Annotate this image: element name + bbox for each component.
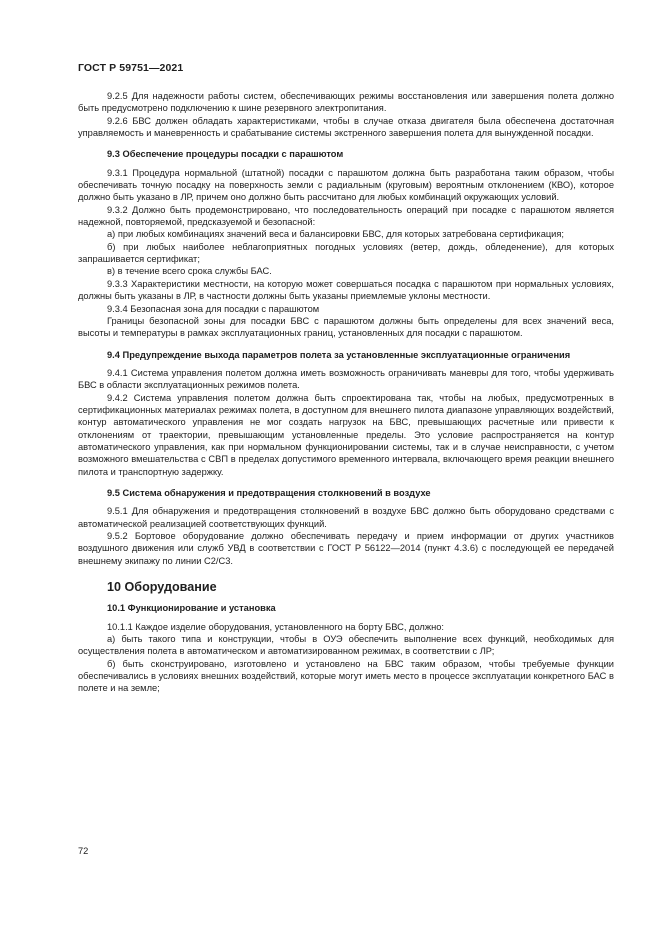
list-item-10-1-1-a: а) быть такого типа и конструкции, чтобы в ОУЭ обеспечить выполнение всех функций, необходимых для осуществления полета в автоматическом и автоматизированном режимах, в соответствии с ЛР; xyxy=(78,634,614,657)
paragraph-10-1-1: 10.1.1 Каждое изделие оборудования, установленного на борту БВС, должно: xyxy=(107,621,444,632)
paragraph-9-4-2: 9.4.2 Система управления полетом должна быть спроектирована так, чтобы на любых, предусмотренных в сертификационных материалах режимах полета, в доступном для внешнего пилота диапазоне управляющих воздействий, контур автоматического управления не мог создать нагрузок на БВС, превышающих расчетные или привести к отклонениям от траектории, превышающим установленные пределы. Это условие распространяется на контур автоматического управления, как при нормальном функционировании системы, так и в случае неисправности, с учетом возможного вмешательства с СВП в пределах допустимого временного интервала, включающего время реакции внешнего пилота и транспортную задержку. xyxy=(78,392,614,477)
list-item-9-3-2-b: б) при любых наиболее неблагоприятных погодных условиях (ветер, дождь, обледенение), для которых запрашивается сертификат; xyxy=(78,241,614,265)
paragraph-9-3-2: 9.3.2 Должно быть продемонстрировано, что последовательность операций при посадке с парашютом является надежной, повторяемой, предсказуемой и безопасной: xyxy=(78,204,614,228)
heading-9-4: 9.4 Предупреждение выхода параметров полета за установленные эксплуатационные ограничения xyxy=(107,349,571,360)
document-body xyxy=(78,90,614,695)
page-number: 72 xyxy=(78,846,89,856)
paragraph-9-3-1: 9.3.1 Процедура нормальной (штатной) посадки с парашютом должна быть разработана таким образом, чтобы обеспечивать точную посадку на поверхность земли с радиальным (круговым) вероятным отклонением (КВО), которое должно быть указано в ЛР, причем оно должно быть рассчитано для любых комбинаций окружающих условий. xyxy=(78,167,614,203)
paragraph-9-3-4: 9.3.4 Безопасная зона для посадки с парашютом xyxy=(107,303,320,314)
heading-9-3: 9.3 Обеспечение процедуры посадки с парашютом xyxy=(107,149,344,160)
paragraph-9-5-1: 9.5.1 Для обнаружения и предотвращения столкновений в воздухе БВС должно быть оборудовано средствами с автоматической реализацией соответствующих функций. xyxy=(78,506,614,529)
paragraph-9-2-6: 9.2.6 БВС должен обладать характеристиками, чтобы в случае отказа двигателя была обеспечена достаточная управляемость и маневренность и срабатывание системы экстренного завершения полета для вынужденной посадки. xyxy=(78,115,614,139)
paragraph-9-3-4-body: Границы безопасной зоны для посадки БВС с парашютом должны быть определены для всех значений веса, высоты и температуры в рамках эксплуатационных границ, установленных для посадки с парашютом. xyxy=(78,315,614,339)
heading-9-5: 9.5 Система обнаружения и предотвращения столкновений в воздухе xyxy=(107,487,431,498)
paragraph-9-5-2: 9.5.2 Бортовое оборудование должно обеспечивать передачу и прием информации от других участников воздушного движения или служб УВД в соответствии с ГОСТ Р 56122—2014 (пункт 4.3.6) с последующей ее передачей внешнему экипажу по линии С2/С3. xyxy=(78,531,614,566)
paragraph-9-4-1: 9.4.1 Система управления полетом должна иметь возможность ограничивать маневры для того, чтобы удерживать БВС в области эксплуатационных режимов полета. xyxy=(78,367,614,391)
section-heading-10: 10 Оборудование xyxy=(107,580,217,595)
list-item-9-3-2-a: а) при любых комбинациях значений веса и балансировки БВС, для которых затребована сертификация; xyxy=(107,229,564,240)
list-item-10-1-1-b: б) быть сконструировано, изготовлено и установлено на БВС таким образом, чтобы требуемые функции обеспечивались в условиях внешних воздействий, которые могут иметь место в процессе эксплуатации конкретного БАС в полете и на земле; xyxy=(78,658,614,694)
document-header: ГОСТ Р 59751—2021 xyxy=(78,62,184,74)
paragraph-9-3-3: 9.3.3 Характеристики местности, на которую может совершаться посадка с парашютом при нормальных условиях, должны быть указаны в ЛР, в частности должны быть указаны приемлемые уклоны местности. xyxy=(78,278,614,302)
heading-10-1: 10.1 Функционирование и установка xyxy=(107,603,276,614)
list-item-9-3-2-c: в) в течение всего срока службы БАС. xyxy=(107,266,272,277)
paragraph-9-2-5: 9.2.5 Для надежности работы систем, обеспечивающих режимы восстановления или завершения полета должно быть предусмотрено подключению к шине резервного электропитания. xyxy=(78,91,614,114)
